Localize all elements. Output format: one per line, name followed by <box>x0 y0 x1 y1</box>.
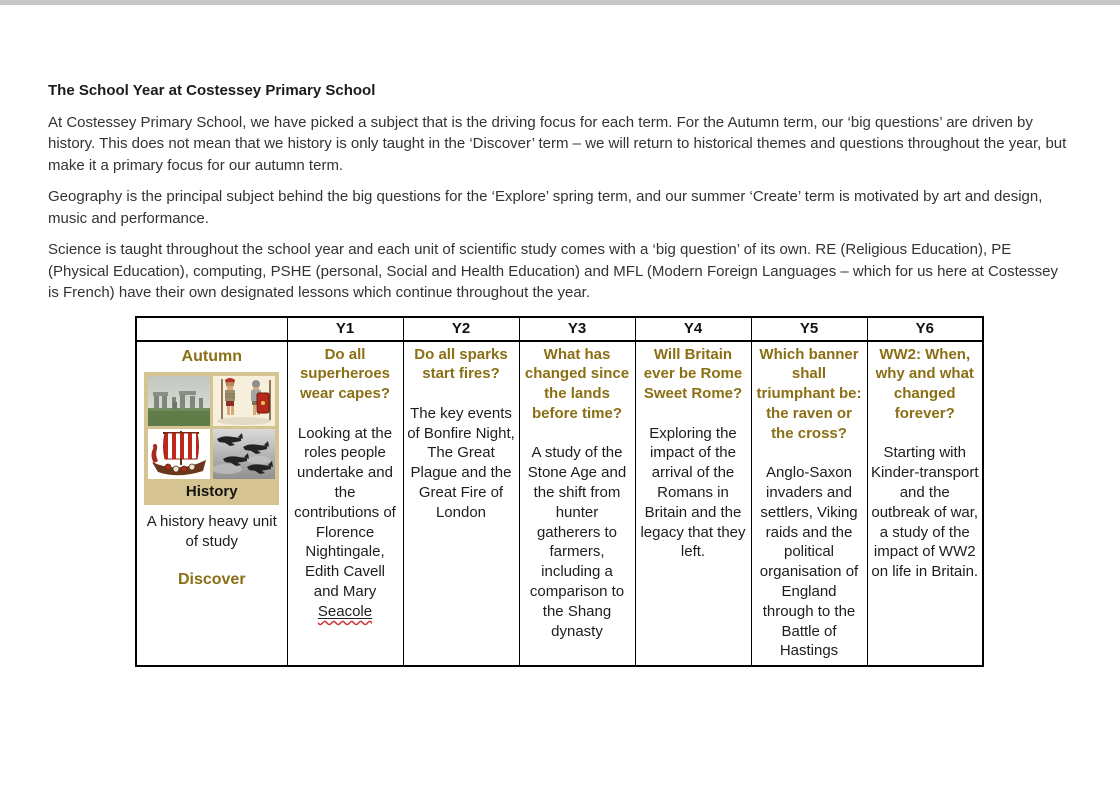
table-header-y5: Y5 <box>751 317 867 341</box>
window-top-edge <box>0 0 1120 5</box>
document-title: The School Year at Costessey Primary School <box>48 82 376 99</box>
year-cell-y6 <box>867 341 983 667</box>
table-header-y6: Y6 <box>867 317 983 341</box>
year-description-text: Looking at the roles people undertake and the contributions of Florence Nightingale, Edith Cavell and Mary <box>294 424 396 601</box>
curriculum-table <box>135 316 984 668</box>
year-question-y2: Do all sparks start fires? <box>414 345 508 383</box>
table-header-term <box>136 317 287 341</box>
table-body-row <box>136 341 983 667</box>
term-name: Autumn <box>181 347 242 365</box>
history-image-card <box>144 372 279 506</box>
paragraph-geography: Geography is the principal subject behind the big questions for the ‘Explore’ spring term, and our summer ‘Create’ term is motivated by art and design, music and performance. <box>48 188 1043 227</box>
term-cell <box>136 341 287 667</box>
year-question-y4: Will Britain ever be Rome Sweet Rome? <box>643 345 743 403</box>
term-description: A history heavy unit of study <box>146 513 277 551</box>
year-question-y6: WW2: When, why and what changed forever? <box>875 345 974 422</box>
ww2-planes-image <box>213 429 275 479</box>
table-header-y4: Y4 <box>635 317 751 341</box>
paragraph-science: Science is taught throughout the school year and each unit of scientific study comes with a ‘big question’ of its own. RE (Religious Education), PE (Physical Education), computing, PSHE (personal, Social and Health Education) and MFL (Modern Foreign Languages – which for us here at Costessey is French) have their own designated lessons which continue throughout the year. <box>48 241 1058 301</box>
table-header-y3: Y3 <box>519 317 635 341</box>
year-cell-y2 <box>403 341 519 667</box>
misspelled-word: Seacole <box>317 602 373 620</box>
year-description-y5: Anglo-Saxon invaders and settlers, Viking raids and the political organisation of England through to the Battle of Hastings <box>759 464 859 660</box>
paragraph-autumn-history: At Costessey Primary School, we have picked a subject that is the driving focus for each term. For the Autumn term, our ‘big questions’ are driven by history. This does not mean that we history is only taught in the ‘Discover’ term – we will return to historical themes and questions throughout the year, but make it a primary focus for our autumn term. <box>48 113 1067 174</box>
year-description-y4: Exploring the impact of the arrival of the Romans in Britain and the legacy that they left. <box>640 424 746 561</box>
year-question-y5: Which banner shall triumphant be: the raven or the cross? <box>756 345 862 442</box>
year-description-y3: A study of the Stone Age and the shift from hunter gatherers to farmers, including a comparison to the Shang dynasty <box>527 444 627 640</box>
image-caption: History <box>185 482 238 500</box>
year-question-y3: What has changed since the lands before time? <box>524 345 630 422</box>
viking-ship-image <box>148 429 210 479</box>
year-cell-y3 <box>519 341 635 667</box>
table-header-row <box>136 317 983 341</box>
year-description-y2: The key events of Bonfire Night, The Great Plague and the Great Fire of London <box>407 404 515 521</box>
year-cell-y5 <box>751 341 867 667</box>
year-cell-y4 <box>635 341 751 667</box>
year-question-y1: Do all superheroes wear capes? <box>299 345 391 403</box>
table-header-y2: Y2 <box>403 317 519 341</box>
term-theme: Discover <box>177 570 246 588</box>
spellcheck-squiggle <box>318 603 372 620</box>
roman-soldiers-image <box>213 376 275 426</box>
table-header-y1: Y1 <box>287 317 403 341</box>
year-description-y1 <box>291 424 400 622</box>
year-description-y6: Starting with Kinder-transport and the outbreak of war, a study of the impact of WW2 on life in Britain. <box>870 444 979 581</box>
year-cell-y1 <box>287 341 403 667</box>
stonehenge-image <box>148 376 210 426</box>
